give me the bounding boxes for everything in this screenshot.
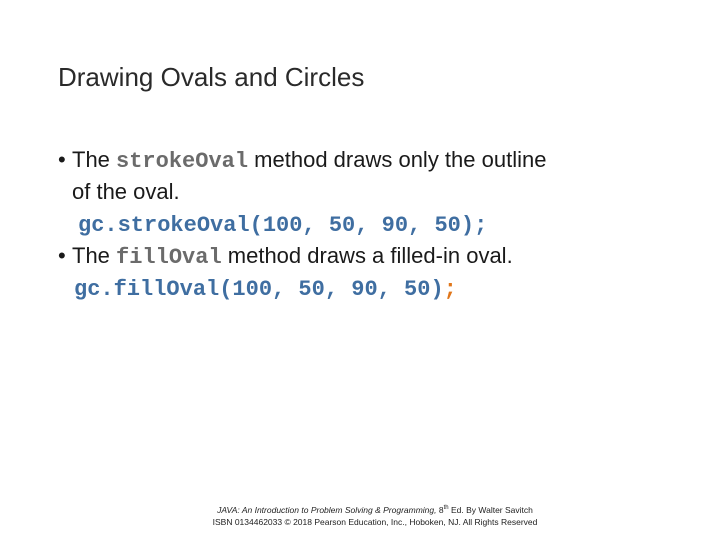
code-semicolon: ; <box>443 277 457 302</box>
code-example-strokeoval <box>58 208 698 240</box>
bullet-continuation: of the oval. <box>72 179 180 204</box>
bullet-stroke-oval <box>58 144 698 176</box>
inline-code-strokeoval: strokeOval <box>116 149 249 174</box>
bullet-icon: • <box>58 243 66 268</box>
slide-footer <box>0 502 720 528</box>
code-line: gc.strokeOval(100, 50, 90, 50); <box>78 213 488 238</box>
footer-book-title: JAVA: An Introduction to Problem Solving & Programming, <box>217 504 437 515</box>
bullet-icon: • <box>58 147 66 172</box>
bullet-text-prefix: The <box>72 243 117 268</box>
footer-edition-sup: th <box>443 505 449 511</box>
footer-copyright: ISBN 0134462033 © 2018 Pearson Education, Inc., Hoboken, NJ. All Rights Reserved <box>212 516 538 527</box>
bullet-text-suffix: method draws only the outline <box>248 147 547 172</box>
footer-author: Ed. By Walter Savitch <box>448 504 533 515</box>
inline-code-filloval: fillOval <box>116 245 222 270</box>
bullet-fill-oval <box>58 240 698 272</box>
bullet-text-suffix: method draws a filled-in oval. <box>221 243 513 268</box>
footer-citation <box>0 502 720 516</box>
slide-content <box>58 144 698 304</box>
slide-title: Drawing Ovals and Circles <box>58 62 365 92</box>
footer-edition: 8 <box>438 504 444 515</box>
code-example-filloval <box>58 272 698 304</box>
code-line: gc.fillOval(100, 50, 90, 50) <box>74 277 444 302</box>
bullet-text-prefix: The <box>72 147 117 172</box>
